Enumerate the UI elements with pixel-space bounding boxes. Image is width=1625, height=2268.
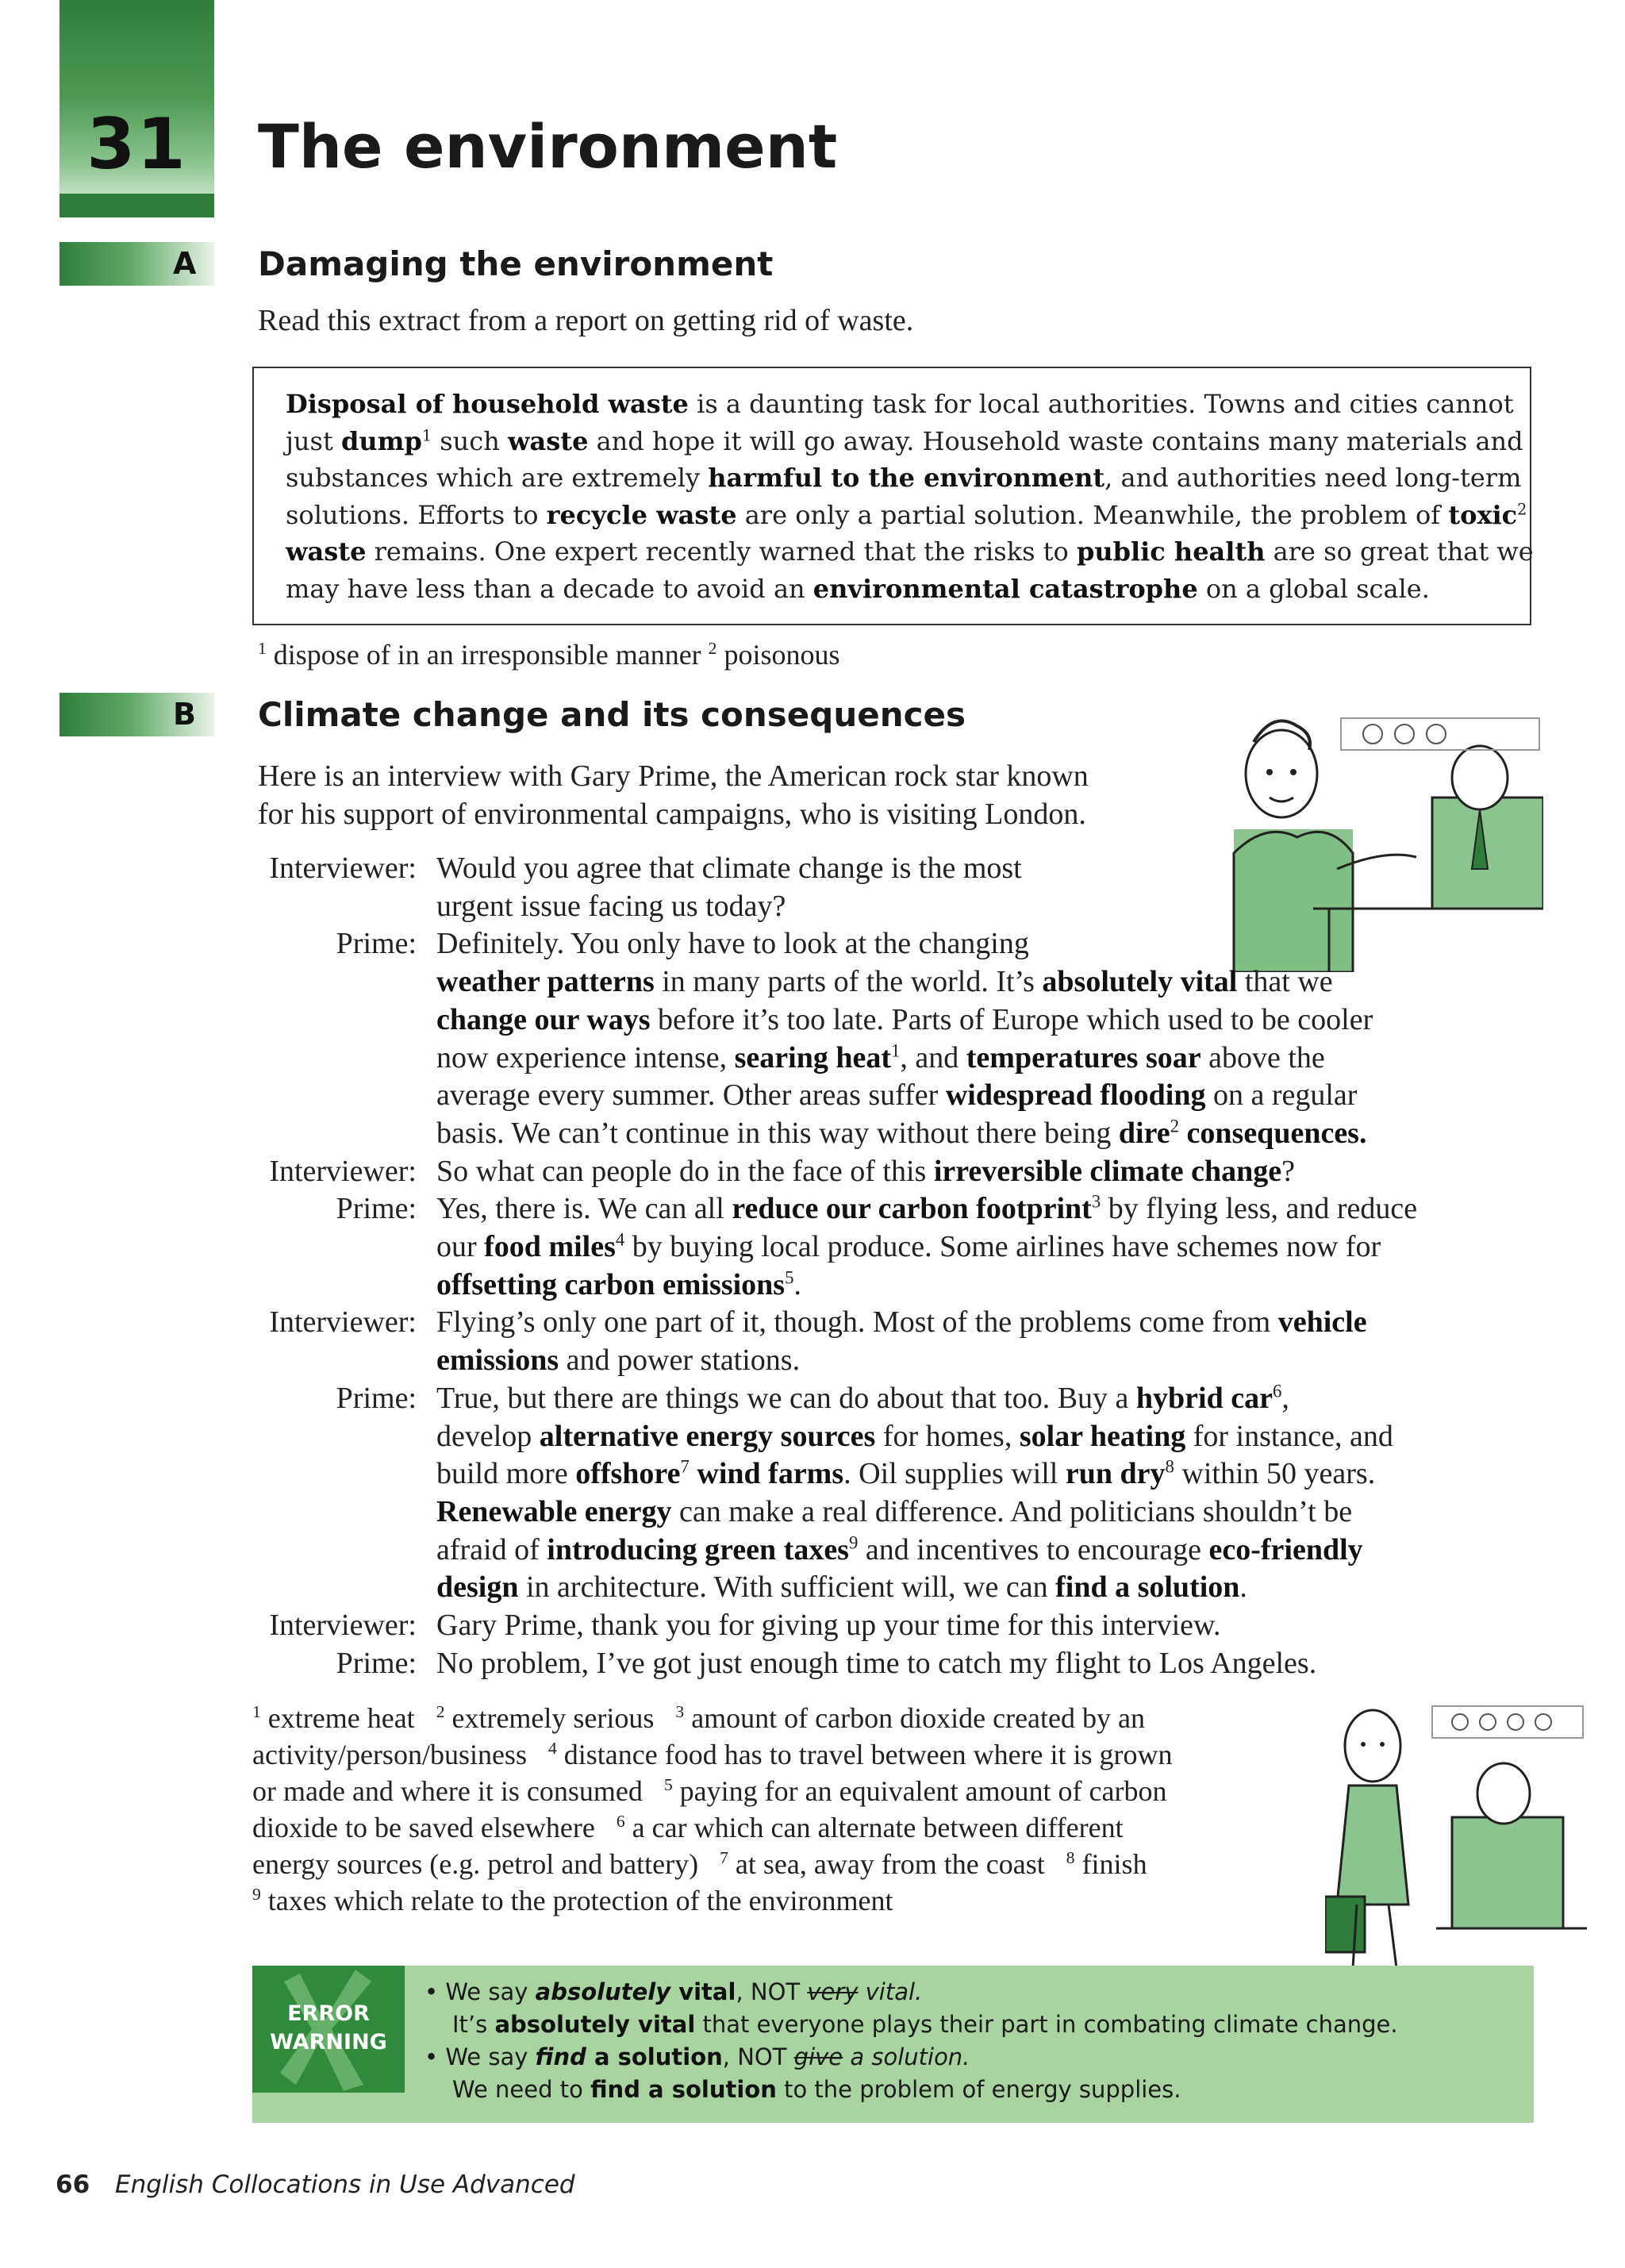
bold-collocation: recycle waste [546,499,737,530]
text-run: afraid of [436,1532,547,1566]
bold-collocation: wind farms [697,1457,844,1491]
text-run: on a global scale. [1197,573,1430,604]
unit-number: 31 [86,103,187,185]
extract-line [286,423,1523,460]
text-run: Gary Prime, thank you for giving up your time for this interview. [436,1609,1221,1642]
speaker-label: Prime: [336,1192,417,1226]
text-run: , and authorities need long-term [1104,463,1522,493]
dialogue-turn [250,1644,417,1682]
dialogue-line [436,1455,1375,1493]
bold-collocation: a solution [586,2043,723,2070]
section-a-heading: Damaging the environment [258,244,774,283]
bold-italic-text: find [535,2043,586,2070]
text-run: may have less than a decade to avoid an [286,573,813,604]
text-run: Flying’s only one part of it, though. Most of the problems come from [436,1305,1278,1340]
dialogue-line [436,1341,800,1379]
dialogue-turn [250,1190,417,1228]
text-run: such [432,425,508,456]
bold-collocation: weather patterns [436,965,655,999]
footnote-line [252,1700,1145,1736]
section-b-intro [258,757,1089,833]
extract-line [286,533,1534,571]
footnote-marker: 5 [785,1267,794,1288]
dialogue-line [436,1606,1221,1644]
page-number: 66 [56,2170,90,2199]
footnote-marker: 2 [1517,499,1527,518]
bold-collocation: widespread flooding [945,1078,1206,1113]
book-title: English Collocations in Use Advanced [115,2170,575,2199]
dialogue-line [436,1568,1247,1606]
dialogue-turn [250,1152,417,1190]
section-b-letter: B [173,697,196,732]
warning-line [424,2041,970,2074]
dialogue-line [436,887,786,925]
dialogue-line [436,1379,1289,1417]
speaker-label: Interviewer: [269,851,417,885]
text-run: True, but there are things we can do about that too. Buy a [436,1381,1136,1415]
text-run: in many parts of the world. It’s [654,965,1043,999]
warning-line [452,2074,1181,2106]
text-run: basis. We can’t continue in this way without there being [436,1116,1119,1150]
footnote-marker: 7 [680,1456,690,1477]
italic-text: vital. [858,1978,923,2005]
text-run: dispose of in an irresponsible manner [266,639,709,671]
bullet-icon: • [424,2043,446,2070]
footnote-marker: 5 [663,1775,673,1794]
text-run: for instance, and [1185,1419,1393,1453]
bold-collocation: solar heating [1019,1419,1186,1453]
text-run: paying for an equivalent amount of carbon [672,1775,1167,1807]
footnote-marker: 4 [547,1739,557,1758]
error-label: ERROR [287,2001,370,2026]
bullet-icon: • [424,1978,446,2005]
text-run: in architecture. With sufficient will, we can [518,1570,1056,1605]
text-run: So what can people do in the face of this [436,1154,934,1188]
page-footer [56,2170,575,2199]
text-run: are only a partial solution. Meanwhile, the problem of [736,499,1449,530]
text-run: It’s [452,2011,495,2038]
text-run: to the problem of energy supplies. [776,2076,1181,2103]
section-b-heading: Climate change and its consequences [258,695,966,734]
dialogue-line [436,963,1333,1001]
extract-line [286,571,1498,608]
text-run: within 50 years. [1174,1457,1376,1491]
text-run: , and [900,1040,966,1074]
dialogue-line [436,1531,1363,1569]
dialogue-turn [250,1379,417,1417]
warning-line [424,1976,922,2009]
dialogue-turn [250,1303,417,1341]
text-run: , [1281,1381,1289,1415]
bold-collocation: public health [1076,536,1266,567]
report-extract-text [286,386,1534,607]
error-warning-badge [252,1966,405,2093]
bold-collocation: food miles [484,1230,616,1263]
text-run: We need to [452,2076,591,2103]
footnote-marker: 8 [1165,1456,1174,1477]
bold-collocation: eco-friendly [1208,1532,1363,1566]
bold-collocation: environmental catastrophe [812,573,1198,604]
bold-collocation: hybrid car [1135,1381,1273,1415]
text-run: and power stations. [559,1344,801,1378]
footnote-marker: 6 [616,1812,625,1831]
text-run: urgent issue facing us today? [436,889,786,923]
bold-collocation: searing heat [734,1040,891,1074]
dialogue-line [436,1076,1357,1114]
text-run: can make a real difference. And politicians shouldn’t be [671,1494,1353,1528]
bold-collocation: absolutely vital [494,2011,696,2038]
text-run: remains. One expert recently warned that the risks to [366,536,1077,567]
section-b-intro-line: for his support of environmental campaigns, who is visiting London. [258,798,1086,831]
text-run: is a daunting task for local authorities. Towns and cities cannot [688,389,1514,419]
rock-star-illustration [1325,1698,1587,1968]
text-run: . Oil supplies will [843,1457,1066,1491]
dialogue-line [436,1039,1325,1077]
bold-collocation: waste [507,425,589,456]
text-run: distance food has to travel between where it is grown [556,1739,1173,1770]
text-run: ? [1281,1154,1295,1188]
dialogue-line [436,1152,1295,1190]
dialogue-line [436,1190,1417,1228]
bold-collocation: design [436,1570,519,1605]
italic-text: a solution. [843,2043,970,2070]
text-run: and incentives to encourage [858,1532,1209,1566]
text-run: substances which are extremely [286,463,709,493]
footnote-marker: 6 [1272,1381,1282,1401]
speaker-label: Prime: [336,1646,417,1680]
footnote-marker: 9 [252,1885,261,1904]
text-run: poisonous [716,639,840,671]
bold-collocation: dire [1118,1116,1170,1150]
bold-collocation: alternative energy sources [539,1419,876,1453]
bold-collocation: reduce our carbon footprint [732,1192,1092,1226]
dialogue-line [436,1493,1352,1531]
struck-word: give [793,2043,843,2070]
dialogue-line [436,1644,1316,1682]
bold-collocation: Disposal of household waste [286,389,689,419]
text-run: that we [1237,965,1333,999]
text-run: extreme heat [260,1702,436,1734]
text-run: before it’s too late. Parts of Europe which used to be cooler [650,1002,1373,1036]
footnote-marker: 8 [1066,1848,1075,1867]
footnote-marker: 7 [720,1848,728,1867]
footnote-line [252,1882,893,1919]
text-run: or made and where it is consumed [252,1775,664,1807]
bold-collocation: harmful to the environment [708,463,1105,493]
text-run: finish [1074,1848,1147,1880]
extract-line [286,497,1527,534]
text-run: just [286,425,341,456]
text-run: average every summer. Other areas suffer [436,1078,946,1113]
footnote-marker: 1 [252,1702,261,1721]
text-run: amount of carbon dioxide created by an [684,1702,1145,1734]
text-run: are so great that we [1265,536,1534,567]
speaker-label: Prime: [336,1381,417,1415]
footnote-marker: 2 [1170,1116,1180,1136]
footnote-line [252,1773,1166,1809]
text-run: by buying local produce. Some airlines have schemes now for [624,1230,1381,1263]
footnote-line [252,1809,1124,1846]
struck-word: very [807,1978,859,2005]
text-run: by flying less, and reduce [1101,1192,1418,1226]
footnote-marker: 1 [258,639,267,658]
text-run: dioxide to be saved elsewhere [252,1812,617,1843]
bold-collocation: offsetting carbon emissions [436,1267,786,1301]
text-run: energy sources (e.g. petrol and battery) [252,1848,720,1880]
unit-tab-bar [60,194,214,217]
section-b-intro-line: Here is an interview with Gary Prime, the American rock star known [258,759,1089,793]
extract-line [286,386,1514,423]
speaker-label: Interviewer: [269,1154,417,1188]
footnote-marker: 3 [1091,1191,1101,1212]
footnote-marker: 1 [421,425,432,444]
text-run: solutions. Efforts to [286,499,547,530]
bold-collocation: offshore [575,1457,681,1491]
footnote-marker: 2 [708,639,717,658]
text-run: We say [445,1978,536,2005]
bold-collocation: toxic [1448,499,1518,530]
text-run: that everyone plays their part in combating climate change. [695,2011,1398,2038]
speaker-label: Interviewer: [269,1609,417,1642]
dialogue-line [436,1303,1367,1341]
text-run: Yes, there is. We can all [436,1192,732,1226]
bold-collocation: run dry [1065,1457,1166,1491]
dialogue-line [436,1417,1393,1455]
text-run: . [793,1267,802,1301]
section-a-letter: A [173,246,197,281]
warning-label: WARNING [270,2030,387,2055]
bold-collocation: absolutely vital [1042,965,1238,999]
page-title: The environment [258,111,838,182]
dialogue-turn [250,849,417,887]
bold-collocation: find a solution [590,2076,777,2103]
text-run: on a regular [1205,1078,1358,1113]
text-run: our [436,1230,485,1263]
bold-collocation: introducing green taxes [547,1532,849,1566]
interview-illustration [1218,710,1543,972]
speaker-label: Prime: [336,927,417,961]
text-run: at sea, away from the coast [728,1848,1066,1880]
text-run [1179,1117,1187,1150]
section-a-intro: Read this extract from a report on getting rid of waste. [258,304,914,337]
text-run: extremely serious [444,1702,676,1734]
bold-collocation: dump [340,425,422,456]
text-run: , NOT [736,1978,808,2005]
footnote-marker: 2 [436,1702,445,1721]
text-run: Would you agree that climate change is the most [436,851,1022,885]
footnote-line [252,1736,1173,1773]
bold-collocation: Renewable energy [436,1494,672,1528]
text-run: activity/person/business [252,1739,548,1770]
dialogue-line [436,1266,801,1304]
report-extract-box [252,367,1534,625]
dialogue-line [436,1001,1373,1039]
dialogue-turn [250,924,417,963]
text-run: a car which can alternate between different [624,1812,1124,1843]
text-run: , NOT [722,2043,794,2070]
text-run [690,1457,697,1490]
text-run: build more [436,1457,576,1491]
bold-collocation: find a solution [1055,1570,1240,1605]
dialogue-line [436,1228,1381,1266]
text-run: We say [445,2043,536,2070]
footnote-marker: 4 [615,1229,625,1250]
footnote-marker: 3 [675,1702,685,1721]
footnote-marker: 1 [891,1040,901,1060]
bold-collocation: consequences. [1186,1116,1367,1150]
dialogue-line [436,849,1022,887]
footnote-line [252,1846,1147,1882]
text-run: now experience intense, [436,1040,735,1074]
bold-collocation: temperatures soar [966,1040,1201,1074]
text-run: taxes which relate to the protection of the environment [260,1885,893,1916]
dialogue-line [436,924,1029,963]
bold-italic-text: absolutely [535,1978,671,2005]
speaker-label: Interviewer: [269,1305,417,1340]
text-run: above the [1201,1040,1325,1074]
text-run: . [1239,1570,1247,1605]
text-run: Definitely. You only have to look at the changing [436,927,1029,961]
extract-line [286,459,1522,497]
bold-collocation: irreversible climate change [933,1154,1282,1188]
warning-line [452,2009,1398,2041]
dialogue-line [436,1114,1366,1152]
text-run: develop [436,1419,540,1453]
footnote-marker: 9 [848,1532,859,1552]
section-a-footnotes [258,636,840,673]
bold-collocation: vital [670,1978,736,2005]
text-run: No problem, I’ve got just enough time to catch my flight to Los Angeles. [436,1646,1317,1680]
bold-collocation: emissions [436,1344,559,1378]
bold-collocation: change our ways [436,1002,651,1036]
bold-collocation: vehicle [1277,1305,1367,1340]
text-run: and hope it will go away. Household waste contains many materials and [588,425,1523,456]
bold-collocation: waste [286,536,367,567]
text-run: for homes, [875,1419,1020,1453]
dialogue-turn [250,1606,417,1644]
